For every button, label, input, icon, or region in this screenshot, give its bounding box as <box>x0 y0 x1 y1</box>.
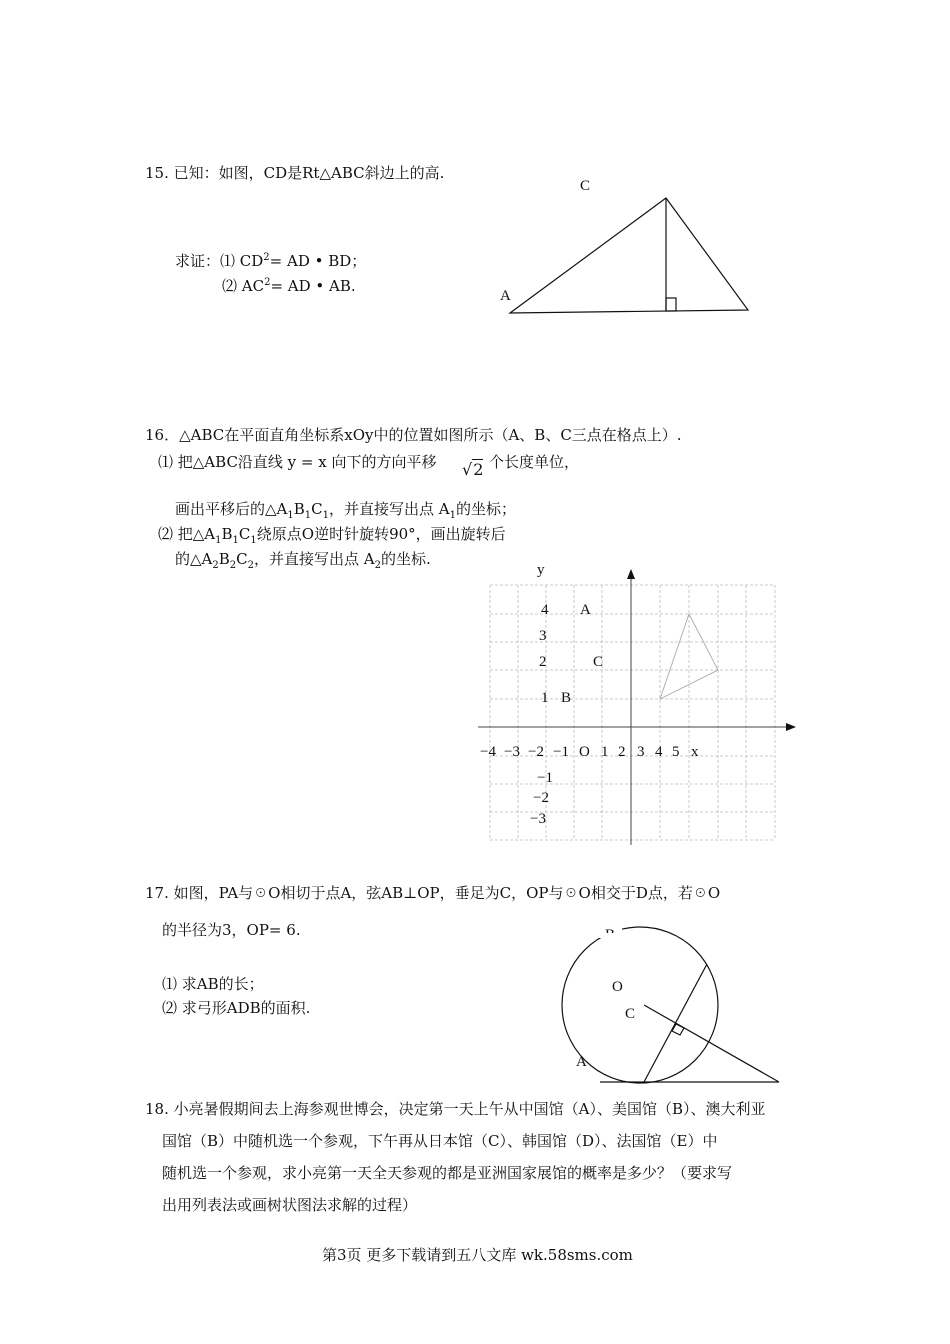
q16-y-tick: 1 <box>541 690 549 706</box>
q16-sqrt2: √2 <box>462 460 484 479</box>
q15-stem: 15. 已知：如图，CD是Rt△ABC斜边上的高. <box>145 164 445 182</box>
q16-axis-label-y: y <box>537 562 545 578</box>
q16-x-tick: 2 <box>618 744 626 760</box>
q17-stem-2: 的半径为3，OP= 6. <box>162 921 301 939</box>
q16-part2-line1: ⑵ 把$\triangle A_1B_1C_1$绕原点O逆时针旋转90°，画出旋转后 <box>158 525 506 546</box>
q16-x-tick: −1 <box>553 744 569 760</box>
q17-stem: 17. 如图，PA与☉O相切于点A，弦AB⊥OP，垂足为C，OP与☉O相交于D点，若☉O <box>145 884 721 902</box>
q16-part1-tail: 个长度单位， <box>489 453 580 471</box>
q16-point-b-label: B <box>561 690 572 706</box>
q16-y-tick: −2 <box>533 790 549 806</box>
q16-x-tick: −3 <box>504 744 520 760</box>
x-axis-arrow <box>786 723 796 731</box>
q17-label-a: A <box>576 1054 587 1070</box>
q16-x-tick: −2 <box>528 744 544 760</box>
q16-point-c-label: C <box>593 654 604 670</box>
q16-part1-line1: ⑴ 把△ABC沿直线 y = x 向下的方向平移 <box>158 453 437 471</box>
page-footer: 第3页 更多下载请到五八文库 wk.58sms.com <box>322 1246 633 1264</box>
q16-x-tick: −4 <box>480 744 496 760</box>
q16-part1-line2: 画出平移后的$\triangle A_1B_1C_1$，并直接写出点 $A_1$的坐标； <box>175 500 517 521</box>
q16-x-tick: 4 <box>655 744 663 760</box>
q15-prove-1: 求证：⑴ $CD^2=$ AD • BD； <box>175 252 367 270</box>
q18-line1: 18. 小亮暑假期间去上海参观世博会，决定第一天上午从中国馆（A）、美国馆（B）、澳大利亚 <box>145 1100 766 1118</box>
q16-x-tick: 1 <box>601 744 609 760</box>
q17-part2: ⑵ 求弓形ADB的面积. <box>162 999 311 1017</box>
q15-label-c: C <box>580 178 591 194</box>
q16-y-tick: −3 <box>530 811 546 827</box>
q16-x-tick: 5 <box>672 744 680 760</box>
right-angle-mark <box>666 298 676 311</box>
q16-axes <box>478 569 796 845</box>
q16-y-tick: −1 <box>537 770 553 786</box>
q16-stem: 16．△ABC在平面直角坐标系xOy中的位置如图所示（A、B、C三点在格点上）. <box>145 426 682 444</box>
q17-circle-figure <box>562 927 779 1083</box>
q16-point-a-label: A <box>580 602 591 618</box>
q15-triangle-figure <box>510 198 748 313</box>
q17-label-o: O <box>612 979 623 995</box>
q17-label-c: C <box>625 1006 636 1022</box>
q16-origin-label: O <box>579 744 590 760</box>
q18-line3: 随机选一个参观，求小亮第一天全天参观的都是亚洲国家展馆的概率是多少？（要求写 <box>162 1164 733 1182</box>
q16-y-tick: 4 <box>541 602 549 618</box>
y-axis-arrow <box>627 569 635 579</box>
q16-y-tick: 2 <box>539 654 547 670</box>
q15-prove-2: ⑵ $AC^2=$ AD • AB. <box>222 277 356 295</box>
q18-line2: 国馆（B）中随机选一个参观，下午再从日本馆（C）、韩国馆（D）、法国馆（E）中 <box>162 1132 718 1150</box>
triangle-abc <box>510 198 748 313</box>
q17-part1: ⑴ 求AB的长； <box>162 975 264 993</box>
q15-label-a: A <box>500 288 511 304</box>
q16-y-tick: 3 <box>539 628 547 644</box>
q16-part2-line2: 的$\triangle A_2B_2C_2$，并直接写出点 $A_2$的坐标. <box>175 550 431 571</box>
q18-line4: 出用列表法或画树状图法求解的过程） <box>162 1196 418 1214</box>
q16-axis-label-x: x <box>691 744 699 760</box>
q16-x-tick: 3 <box>637 744 645 760</box>
